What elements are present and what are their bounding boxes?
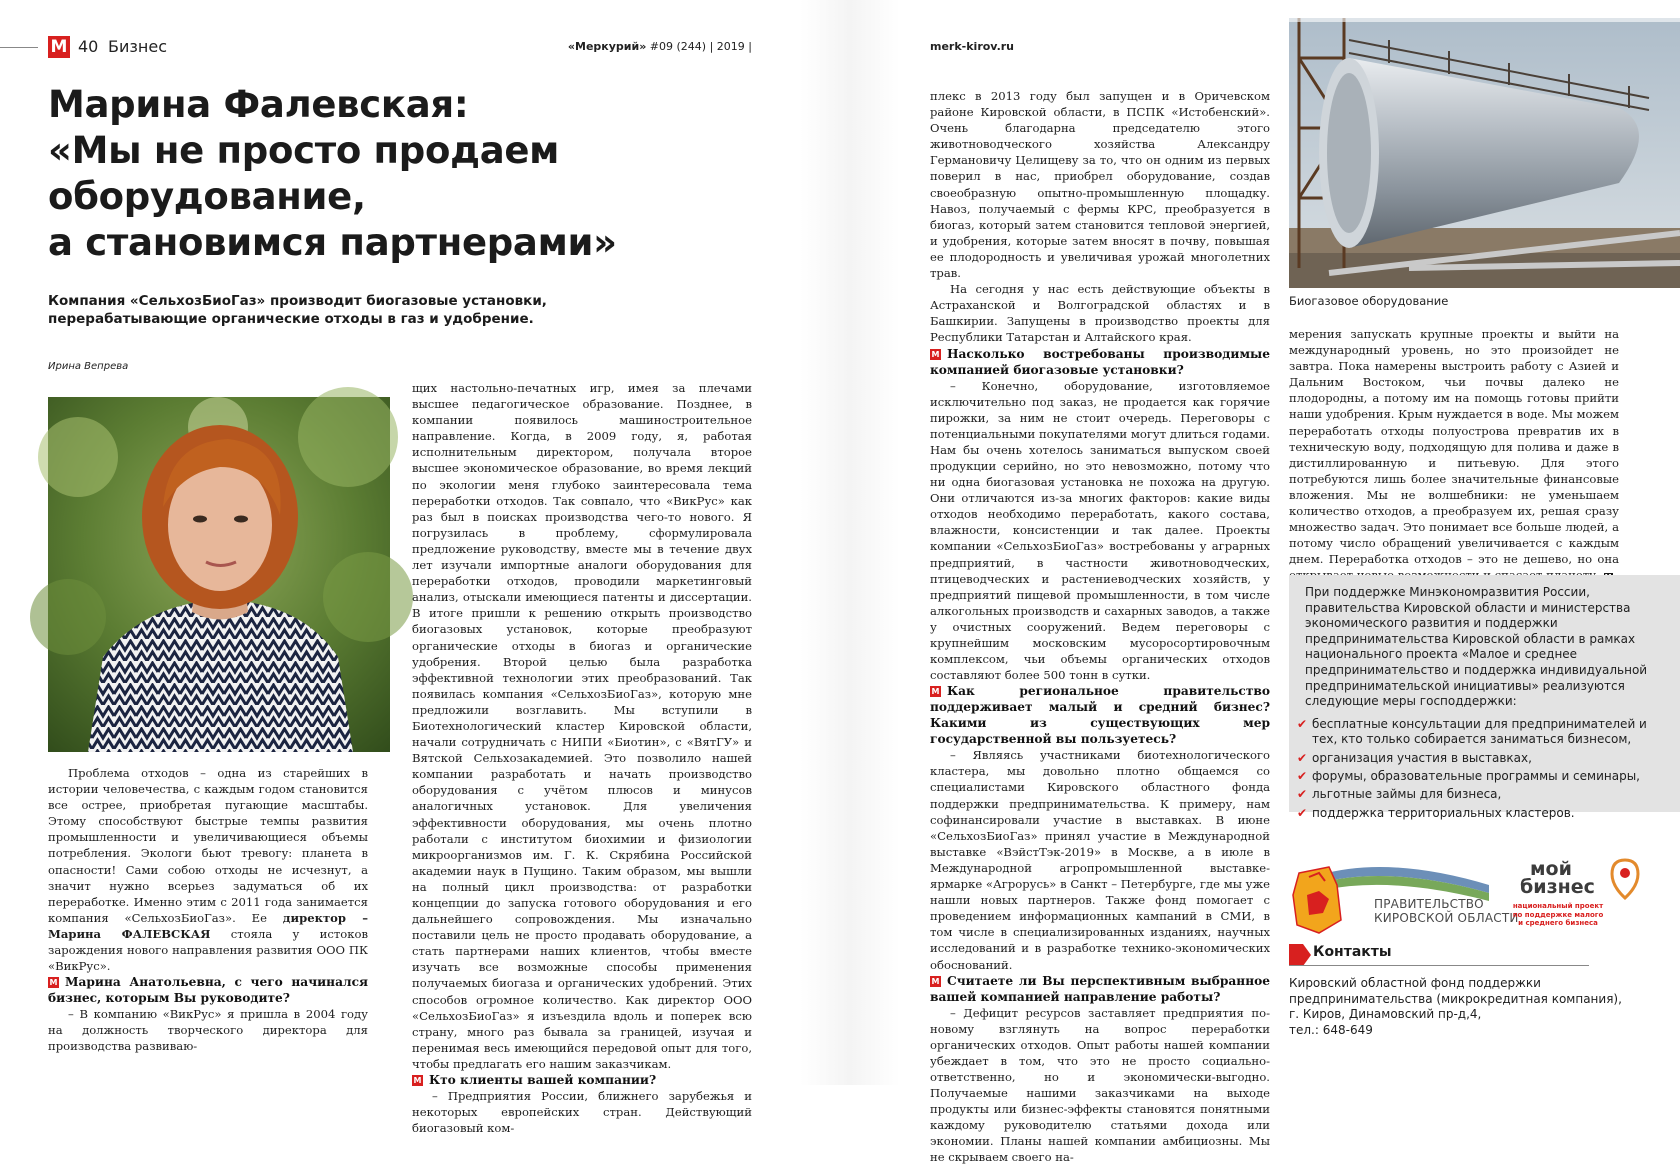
checkmark-icon: ✔	[1297, 805, 1308, 820]
answer: – В компанию «ВикРус» я пришла в 2004 году на должность творческого директора для производства развиваю-	[48, 1007, 368, 1054]
question-marker-icon: М	[49, 978, 58, 988]
list-item: ✔ льготные займы для бизнеса,	[1297, 787, 1502, 802]
question: М Марина Анатольевна, с чего начинался бизнес, которым Вы руководите?	[48, 975, 368, 1006]
list-item: ✔ бесплатные консультации для предпринимателей и тех, кто только собирается заниматься бизнесом,	[1297, 716, 1647, 747]
issue-info: «Меркурий» #09 (244) | 2019 |	[567, 40, 752, 53]
moi-biznes-logo: мой бизнес	[1520, 858, 1595, 898]
text-column-1	[48, 765, 368, 1055]
right-page	[900, 0, 1680, 1165]
text-column-2	[412, 380, 752, 1136]
question-marker-icon: М	[931, 349, 940, 359]
question: М Как региональное правительство поддерживает малый и средний бизнес? Какими из существующих мер государственной вы пользуетесь?	[930, 684, 1270, 747]
answer: – Дефицит ресурсов заставляет предприятия по-новому взглянуть на вопрос переработки органических отходов. Опыт работы нашей компании убеждает в том, что это не просто социально-ответственно, но и экономически-выгодно. Получаемые нашими заказчиками на выходе продукты или бизнес-эффекты становятся понятными каждому руководителю статьями дохода или экономии. Планы нашей компании амбициозны. Мы не скрываем своего на-	[930, 1005, 1270, 1165]
title-line: «Мы не просто продаем	[48, 129, 560, 172]
equipment-photo	[1289, 18, 1680, 288]
paragraph: щих настольно-печатных игр, имея за плечами высшее педагогическое образование. Позднее, в компании появилось машиностроительное направление. Когда, в 2009 году, я, работая исполнительным директором, получала второе высшее экономическое образование, во время лекций по экологии меня глубоко заинтересовала тема переработки отходов. Так совпало, что «ВикРус» как раз был в поисках производства чего-то нового. Я погрузилась в проблему, сформулировала предложение руководству, вместе мы в течение двух лет изучали импортные аналоги оборудования для переработки отходов, проводили маркетинговый анализ, отыскали имеющиеся патенты и диссертации. В итоге пришли к решению открыть производство биогазовых установок, которые преобразуют органические отходы в биогаз и органические удобрения. Второй целью была разработка эффективной технологии этих преобразований. Так появилась компания «СельхозБиоГаз», которую мне предложили возглавить. Мы вступили в Биотехнологический кластер Кировской области, начали сотрудничать с НИПИ «Биотин», с «ВятГУ» и Вятской Сельхозакадемией. Это позволило нашей компании разработать и начать производство оборудования с учётом плюсов и минусов аналогичных установок. Для увеличения эффективности оборудования, мы очень плотно работали с институтом биохимии и физиологии микроорганизмов им. Г. К. Скрябина Российской академии наук в Пущино. Таким образом, мы вышли на полный цикл производства: от разработки концепции до запуска готового оборудования и его дальнейшего сопровождения. Мы изначально поставили цель не просто продавать оборудование, а стать партнерами наших клиентов, чтобы вместе изучать все возможные способы применения получаемых биогаза и органических удобрений. Этих способов огромное количество. Как директор ООО «СельхозБиоГаз» я изъездила вдоль и поперек всю страну, много раз бывала за границей, изучая и перенимая весь имеющийся передовой опыт для того, чтобы предлагать его нашим заказчикам.	[412, 381, 752, 1071]
answer: – Предприятия России, ближнего зарубежья и некоторых европейских стран. Действующий биогазовый ком-	[412, 1089, 752, 1136]
list-item: ✔ форумы, образовательные программы и семинары,	[1297, 768, 1640, 783]
text-column-3	[930, 88, 1270, 1166]
site-url: merk-kirov.ru	[930, 40, 1015, 53]
title-line: а становимся партнерами»	[48, 221, 617, 264]
question-marker-icon: М	[413, 1076, 422, 1086]
question-marker-icon: М	[931, 976, 940, 986]
answer: – Являясь участниками биотехнологического кластера, мы довольно плотно общаемся со специалистами Кировского областного фонда поддержки предпринимательства. К примеру, нам софинансировали участие в выставках. В июне «СельхозБиоГаз» принял участие в Международной выставке «ВэйстТэк-2019» в Москве, а в июле в Международной агропромышленной выставке-ярмарке «Агрорусь» в Санкт – Петербурге, где мы уже нашли новых партнеров. Также фонд помогает с проведением информационных кампаний в СМИ, в том числе в специализированных изданиях, научных исследований и в разработке технико-экономических обоснований.	[930, 748, 1270, 972]
article-title	[48, 82, 788, 266]
question: М Насколько востребованы производимые компанией биогазовые установки?	[930, 346, 1270, 377]
moi-biznes-subtitle: национальный проект по поддержке малого и среднего бизнеса	[1512, 902, 1604, 927]
article-lead: Компания «СельхозБиоГаз» производит биогазовые установки, перерабатывающие органические отходы в газ и удобрение.	[48, 293, 547, 327]
text-column-4	[1289, 326, 1619, 584]
contacts-body: Кировский областной фонд поддержки предпринимательства (микрокредитная компания), г. Киров, Динамовский пр-д,4, тел.: 648-649	[1289, 976, 1622, 1037]
checkmark-icon: ✔	[1297, 787, 1308, 802]
paragraph: На сегодня у нас есть действующие объекты в Астраханской и Волгоградской областях и в Башкирии. Запущены в производство проекты для Республики Татарстан и Алтайского края.	[930, 282, 1270, 345]
portrait-photo	[48, 397, 390, 752]
support-list	[1297, 717, 1668, 821]
checkmark-icon: ✔	[1297, 716, 1308, 731]
paragraph: Проблема отходов – одна из старейших в истории человечества, с каждым годом становится все острее, приобретая пугающие масштабы. Этому способствуют быстрые темпы развития промышленности и увеличивающиеся объемы потребления. Экологи бьют тревогу: планета в опасности! Сами собою отходы не исчезнут, а значит нужно всерьез задуматься об их переработке. Именно этим с 2011 года занимается компания «СельхозБиоГаз». Ее директор – Марина ФАЛЕВСКАЯ стояла у истоков зарождения нового направления развития ООО ПК «ВикРус».	[48, 766, 368, 974]
paragraph: мерения запускать крупные проекты и выйти на международный уровень, но это произойдет не завтра. Пока намерены выстроить работу с Азией и Дальним Востоком, чьи почвы далеко не плодородны, а потому им на помощь готовы прийти наши удобрения. Крым нуждается в воде. Мы можем переработать отходы полуострова превратив их в техническую воду, подходящую для полива и даже в дистиллированную и питьевую. Для этого потребуются лишь более значительные финансовые вложения. Мы не волшебники: не уменьшаем количество отходов, а преобразуем их, решая сразу множество задач. Это понимает все больше людей, а потому число обращений увеличивается с каждым днем. Переработка отходов – это не дешево, но она	[1289, 326, 1619, 584]
title-line: Марина Фалевская:	[48, 83, 469, 126]
paragraph: плекс в 2013 году был запущен и в Оричевском районе Кировской области, в ПСПК «Истобенский». Очень благодарна председателю этого животноводческого хозяйства Александру Германовичу Целищеву за то, что он одним из первых поверил в нас, приобрел оборудование, создав своеобразную опытно-промышленную площадку. Навоз, получаемый с фермы КРС, преобразуется в биогаз, который затем становится тепловой энергией, и удобрения, которые затем вносят в почву, повышая ее плодородность и увеличивая урожай многолетних трав.	[930, 89, 1270, 281]
photo-caption: Биогазовое оборудование	[1289, 294, 1449, 308]
contacts-title: Контакты	[1313, 944, 1392, 960]
page-number: 40	[78, 37, 99, 56]
question-marker-icon: М	[931, 687, 940, 697]
checkmark-icon: ✔	[1297, 750, 1308, 765]
question: М Кто клиенты вашей компании?	[413, 1073, 657, 1088]
list-item: ✔ организация участия в выставках,	[1297, 750, 1532, 765]
section-name: Бизнес	[108, 37, 167, 56]
page-gutter	[800, 0, 900, 1085]
question: М Считаете ли Вы перспективным выбранное вашей компанией направление работы?	[930, 973, 1270, 1004]
author-byline: Ирина Вепрева	[48, 361, 129, 372]
left-page	[0, 0, 800, 1136]
header-rule	[0, 47, 38, 48]
gov-logo-text: ПРАВИТЕЛЬСТВО КИРОВСКОЙ ОБЛАСТИ	[1374, 897, 1519, 925]
answer: – Конечно, оборудование, изготовляемое исключительно под заказ, не продается как горячие пирожки, за ним не стоит очередь. Переговоры с потенциальными покупателями могут длиться годами. Нам бы очень хотелось заниматься выпуском своей продукции серийно, но это невозможно, потому что ни одна биогазовая установка не похожа на другую. Они отличаются из-за многих факторов: какие виды отходов необходимо переработать, какого состава, влажности, консистенции и так далее. Проекты компании «СельхозБиоГаз» востребованы у аграрных предприятий, в частности животноводческих, птицеводческих и растениеводческих хозяйств, у предприятий пищевой промышленности, в том числе алкогольных производств и сахарных заводов, а также у очистных сооружений. Ведем переговоры с крупнейшим московским мусоросортировочным комплексом, чьи объемы органических отходов составляют более 500 тонн в сутки.	[930, 378, 1270, 683]
title-line: оборудование,	[48, 175, 366, 218]
magazine-logo-icon: М	[48, 36, 70, 58]
support-intro: При поддержке Минэкономразвития России, правительства Кировской области и министерства экономического развития и поддержки предпринимательства Кировской области в рамках национального проекта «Малое и среднее предпринимательство и поддержка индивидуальной предпринимательской инициативы» реализуются следующие меры господдержки:	[1305, 585, 1648, 709]
list-item: ✔ поддержка территориальных кластеров.	[1297, 805, 1575, 820]
location-pin-icon	[1610, 858, 1640, 900]
support-box	[1289, 575, 1680, 820]
checkmark-icon: ✔	[1297, 768, 1308, 783]
